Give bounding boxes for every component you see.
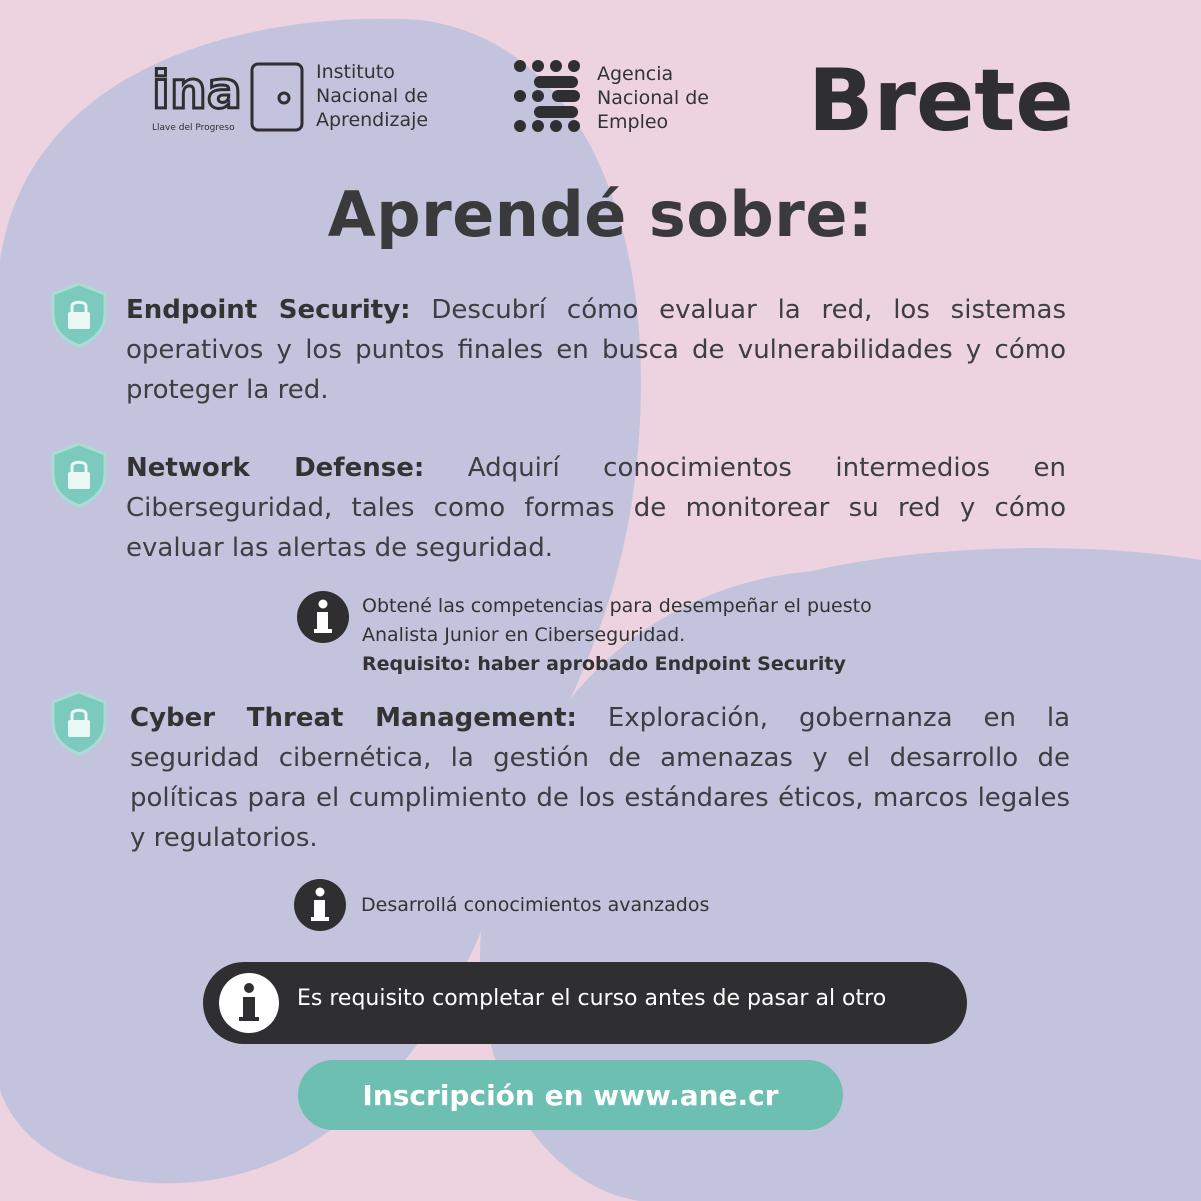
ina-logo-mark: ina [152, 61, 242, 121]
ina-tagline: Llave del Progreso [152, 123, 235, 133]
note-line: Obtené las competencias para desempeñar el puesto [362, 595, 872, 617]
note-requirement: Requisito: haber aprobado Endpoint Security [362, 653, 846, 675]
brete-logo-text: Brete [808, 51, 1074, 151]
course-cyber-threat-management [130, 698, 1070, 858]
ane-logo [512, 58, 588, 134]
course-description: Exploración, gobernanza en la seguridad cibernética, la gestión de amenazas y el desarrollo de políticas para el cumplimiento de los estándares éticos, marcos legales y regulatorios. [130, 703, 1071, 853]
ina-logo [152, 56, 312, 138]
ina-name: Instituto Nacional de Aprendizaje [316, 61, 429, 131]
note-line: Analista Junior en Ciberseguridad. [362, 624, 686, 646]
note-junior-analyst [362, 592, 982, 679]
course-description: Adquirí conocimientos intermedios en Ciberseguridad, tales como formas de monitorear su red y cómo evaluar las alertas de seguridad. [126, 453, 1067, 563]
requirement-banner-text: Es requisito completar el curso antes de pasar al otro [297, 986, 887, 1011]
course-title: Cyber Threat Management: [130, 703, 577, 733]
course-title: Network Defense: [126, 453, 425, 483]
info-icon [296, 590, 350, 644]
info-icon [218, 972, 280, 1034]
page-title: Aprendé sobre: [327, 178, 874, 251]
ane-name: Agencia Nacional de Empleo [597, 63, 709, 133]
course-description: Descubrí cómo evaluar la red, los sistemas operativos y los puntos finales en busca de vulnerabilidades y cómo proteger la red. [126, 295, 1066, 405]
shield-lock-icon [50, 442, 108, 508]
shield-lock-icon [50, 690, 108, 756]
course-title: Endpoint Security: [126, 295, 411, 325]
course-network-defense [126, 448, 1066, 568]
registration-button[interactable]: Inscripción en www.ane.cr [298, 1060, 843, 1130]
shield-lock-icon [50, 282, 108, 348]
note-line: Desarrollá conocimientos avanzados [361, 894, 710, 916]
course-endpoint-security [126, 290, 1066, 410]
note-advanced-knowledge [361, 891, 961, 920]
brete-logo [808, 51, 1074, 151]
info-icon [293, 878, 347, 932]
